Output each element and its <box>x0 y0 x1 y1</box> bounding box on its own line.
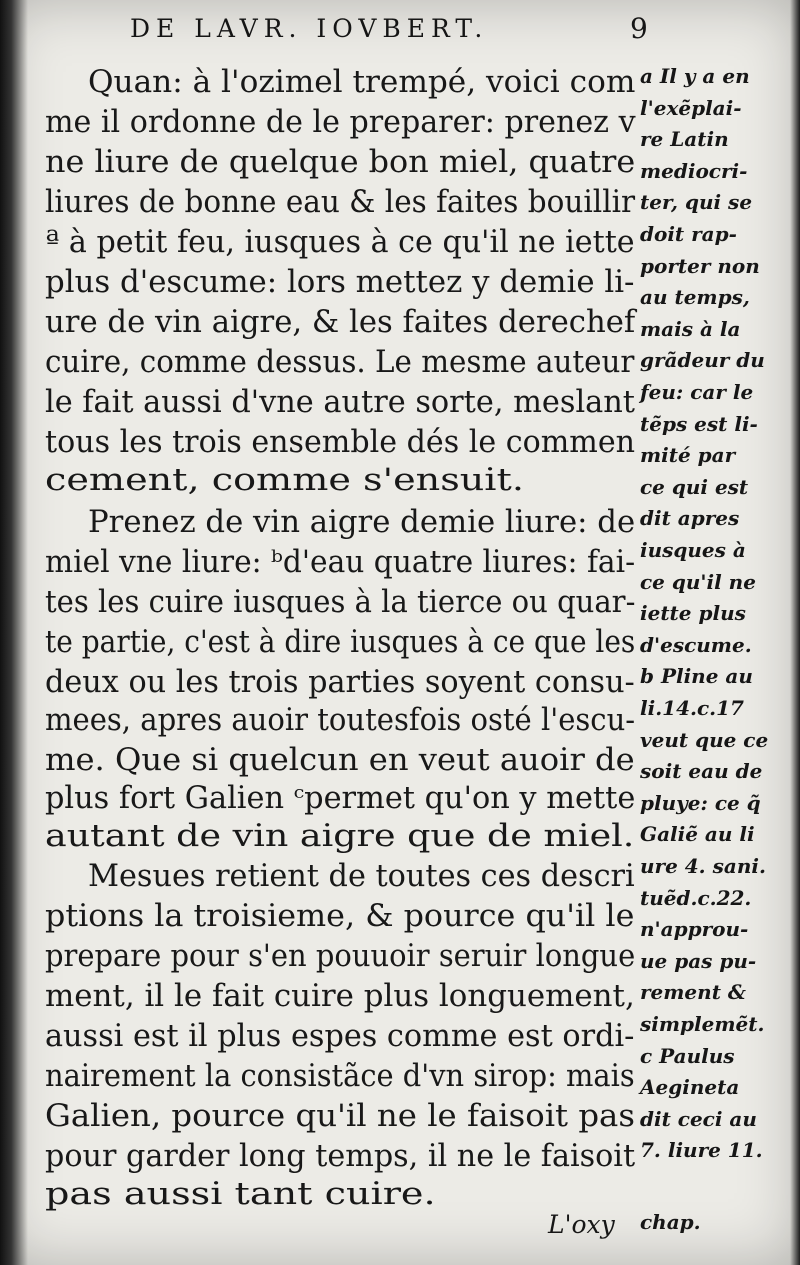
margin-note-line: ce qui est <box>640 475 749 499</box>
body-line: pour garder long temps, il ne le faisoit <box>45 1139 636 1174</box>
body-line: tous les trois ensemble dés le commen <box>45 425 636 460</box>
margin-note-line: d'escume. <box>640 633 752 657</box>
body-line: cement, comme s'ensuit. <box>45 463 524 498</box>
margin-note-line: c Paulus <box>640 1044 735 1068</box>
body-line: ª à petit feu, iusques à ce qu'il ne iette <box>45 225 635 260</box>
body-line: me il ordonne de le preparer: prenez v <box>45 105 636 140</box>
margin-note-line: Aegineta <box>640 1075 740 1099</box>
margin-note-line: n'approu- <box>640 917 749 941</box>
margin-note-line: iusques à <box>640 538 746 562</box>
running-head: DE LAVR. IOVBERT. <box>130 14 489 43</box>
margin-note-line: 7. liure 11. <box>640 1138 763 1162</box>
body-line: pas aussi tant cuire. <box>45 1177 436 1212</box>
body-line: Galien, pource qu'il ne le faisoit pas <box>45 1099 635 1134</box>
page-number: 9 <box>630 12 648 45</box>
body-line: cuire, comme dessus. Le mesme auteur <box>45 345 635 380</box>
body-line: ment, il le fait cuire plus longuement, <box>45 979 635 1014</box>
body-line: mees, apres auoir toutesfois osté l'escu- <box>45 703 636 738</box>
margin-note-line: pluye: ce q̃ <box>640 791 761 815</box>
binding-shadow <box>0 0 28 1265</box>
page-edge-shadow <box>790 0 800 1265</box>
margin-note-line: rement & <box>640 980 746 1004</box>
margin-note-line: l'exẽplai- <box>640 96 742 120</box>
body-line: le fait aussi d'vne autre sorte, meslant <box>45 385 635 420</box>
body-line: nairement la consistãce d'vn sirop: mais <box>45 1059 635 1094</box>
margin-note-line: grãdeur du <box>640 348 765 372</box>
margin-note-line: tuẽd.c.22. <box>640 886 752 910</box>
body-line: ure de vin aigre, & les faites derechef <box>45 305 636 340</box>
margin-note-line: au temps, <box>640 285 750 309</box>
margin-note-line: b Pline au <box>640 664 753 688</box>
margin-note-line: mediocri- <box>640 159 748 183</box>
body-line: plus fort Galien ᶜpermet qu'on y mette <box>45 781 636 816</box>
margin-note-line: iette plus <box>640 601 746 625</box>
margin-note-line: feu: car le <box>640 380 754 404</box>
body-line: prepare pour s'en pouuoir seruir longue <box>45 939 636 974</box>
body-line: te partie, c'est à dire iusques à ce que les <box>45 625 636 660</box>
margin-note-line: ce qu'il ne <box>640 570 756 594</box>
margin-note-line: ure 4. sani. <box>640 854 766 878</box>
body-line: me. Que si quelcun en veut auoir de <box>45 743 635 778</box>
margin-note-line: soit eau de <box>640 759 763 783</box>
body-line: plus d'escume: lors mettez y demie li- <box>45 265 635 300</box>
margin-note-line: ter, qui se <box>640 190 753 214</box>
body-line: liures de bonne eau & les faites bouillir <box>45 185 636 220</box>
body-line: Prenez de vin aigre demie liure: de <box>88 505 636 540</box>
margin-note-line: chap. <box>640 1210 701 1234</box>
margin-note-line: li.14.c.17 <box>640 696 744 720</box>
margin-note-line: mais à la <box>640 317 741 341</box>
body-line: ptions la troisieme, & pource qu'il le <box>45 899 635 934</box>
margin-note-line: porter non <box>640 254 760 278</box>
margin-note-line: veut que ce <box>640 728 769 752</box>
margin-note-line: re Latin <box>640 127 729 151</box>
body-line: deux ou les trois parties soyent consu- <box>45 665 635 700</box>
body-line: autant de vin aigre que de miel. <box>45 819 635 854</box>
body-line: ne liure de quelque bon miel, quatre <box>45 145 636 180</box>
margin-note-line: doit rap- <box>640 222 737 246</box>
body-line: miel vne liure: ᵇd'eau quatre liures: fai- <box>45 545 636 580</box>
margin-note-line: simplemẽt. <box>640 1012 765 1036</box>
body-line: aussi est il plus espes comme est ordi- <box>45 1019 635 1054</box>
margin-note-line: ue pas pu- <box>640 949 757 973</box>
margin-note-line: Galiẽ au li <box>640 822 755 846</box>
body-line: Quan: à l'ozimel trempé, voici com <box>88 65 636 100</box>
margin-note-line: dit apres <box>640 506 740 530</box>
body-line: tes les cuire iusques à la tierce ou quar- <box>45 585 636 620</box>
margin-note-line: tẽps est li- <box>640 412 758 436</box>
catchword: L'oxy <box>548 1210 615 1239</box>
body-line: Mesues retient de toutes ces descri <box>88 859 635 894</box>
margin-note-line: mité par <box>640 443 736 467</box>
margin-note-line: dit ceci au <box>640 1107 757 1131</box>
margin-note-line: a Il y a en <box>640 64 750 88</box>
